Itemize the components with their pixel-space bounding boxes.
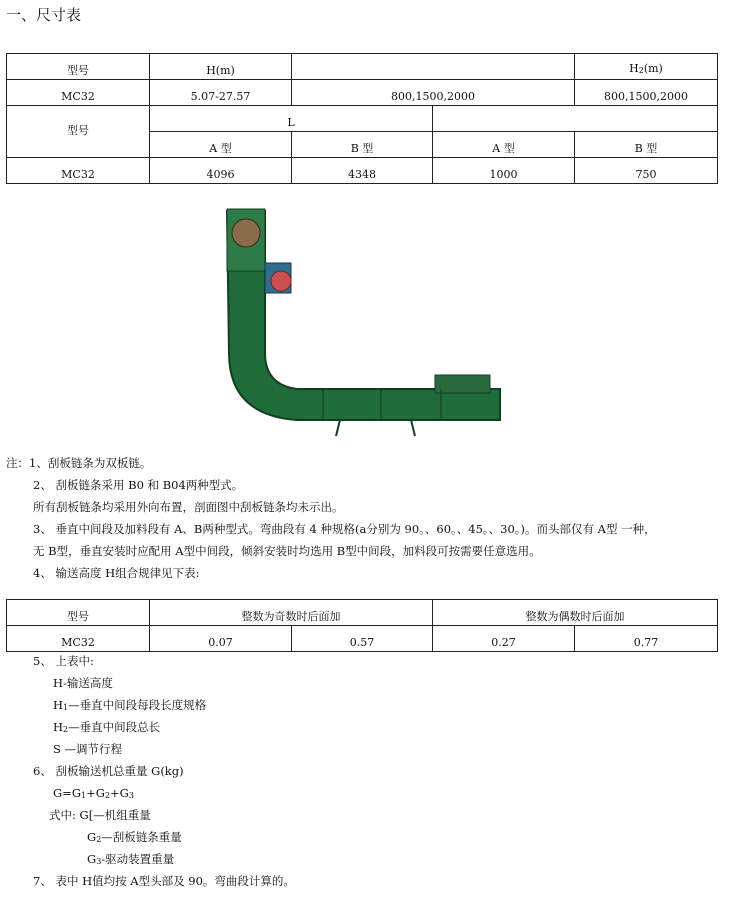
table-cell [433,106,718,132]
note-3-detail: 无 B型，垂直安装时应配用 A型中间段，倾斜安装时均选用 B型中间段，加料段可按需要任意选用。 [33,544,541,558]
section-heading: 一、尺寸表 [6,6,82,24]
table-cell: L [150,106,433,132]
table-row [7,626,718,652]
table-cell: 型号 [7,600,150,626]
table-cell: 0.07 [150,626,292,652]
scraper-conveyor-image [215,203,510,440]
note-7: 7、 表中 H值均按 A型头部及 90。弯曲段计算的。 [33,874,295,888]
table-cell: A 型 [433,132,575,158]
table-cell: 0.27 [433,626,575,652]
table-row [7,600,718,626]
h-definition: H-输送高度 [53,676,113,690]
table-cell: 750 [575,158,718,184]
table-cell: 0.77 [575,626,718,652]
table-cell: 4348 [292,158,433,184]
g3-definition: G3-驱动装置重量 [87,852,175,866]
table-cell: MC32 [7,158,150,184]
table-row [7,106,718,132]
note-6: 6、 刮板输送机总重量 G(kg) [33,764,184,778]
h2-definition: H2—垂直中间段总长 [53,720,161,734]
dimension-table [6,53,718,184]
table-row [7,158,718,184]
weight-formula: G=G1+G2+G3 [53,786,134,800]
note-4: 4、 输送高度 H组合规律见下表: [33,566,200,580]
table-cell: H2(m) [575,54,718,80]
table-cell: 800,1500,2000 [292,80,575,106]
table-cell [292,54,575,80]
h1-definition: H1—垂直中间段每段长度规格 [53,698,207,712]
table-cell: 整数为偶数时后面加 [433,600,718,626]
table-row [7,54,718,80]
table-cell: 5.07-27.57 [150,80,292,106]
note-1: 注：1、刮板链条为双板链。 [6,456,152,470]
note-2: 2、 刮板链条采用 B0 和 B04两种型式。 [33,478,244,492]
formula-where: 式中: G[—机组重量 [49,808,151,822]
table-cell: 4096 [150,158,292,184]
table-cell: MC32 [7,626,150,652]
table-cell: 800,1500,2000 [575,80,718,106]
height-combination-table [6,599,718,652]
table-cell: 0.57 [292,626,433,652]
note-5: 5、 上表中: [33,654,94,668]
note-3: 3、 垂直中间段及加料段有 A、B两种型式。弯曲段有 4 种规格(a分别为 90。、60。、45。、30。)。而头部仅有 A型 一种， [33,522,656,536]
table-row [7,80,718,106]
table-cell: H(m) [150,54,292,80]
table-cell: A 型 [150,132,292,158]
table-cell: 型号 [7,106,150,158]
s-definition: S —调节行程 [53,742,123,756]
table-cell: 整数为奇数时后面加 [150,600,433,626]
table-cell: 型号 [7,54,150,80]
table-cell: B 型 [575,132,718,158]
table-cell: MC32 [7,80,150,106]
g2-definition: G2—刮板链条重量 [87,830,182,844]
note-2-detail: 所有刮板链条均采用外向布置，剖面图中刮板链条均未示出。 [33,500,344,514]
table-cell: 1000 [433,158,575,184]
table-cell: B 型 [292,132,433,158]
